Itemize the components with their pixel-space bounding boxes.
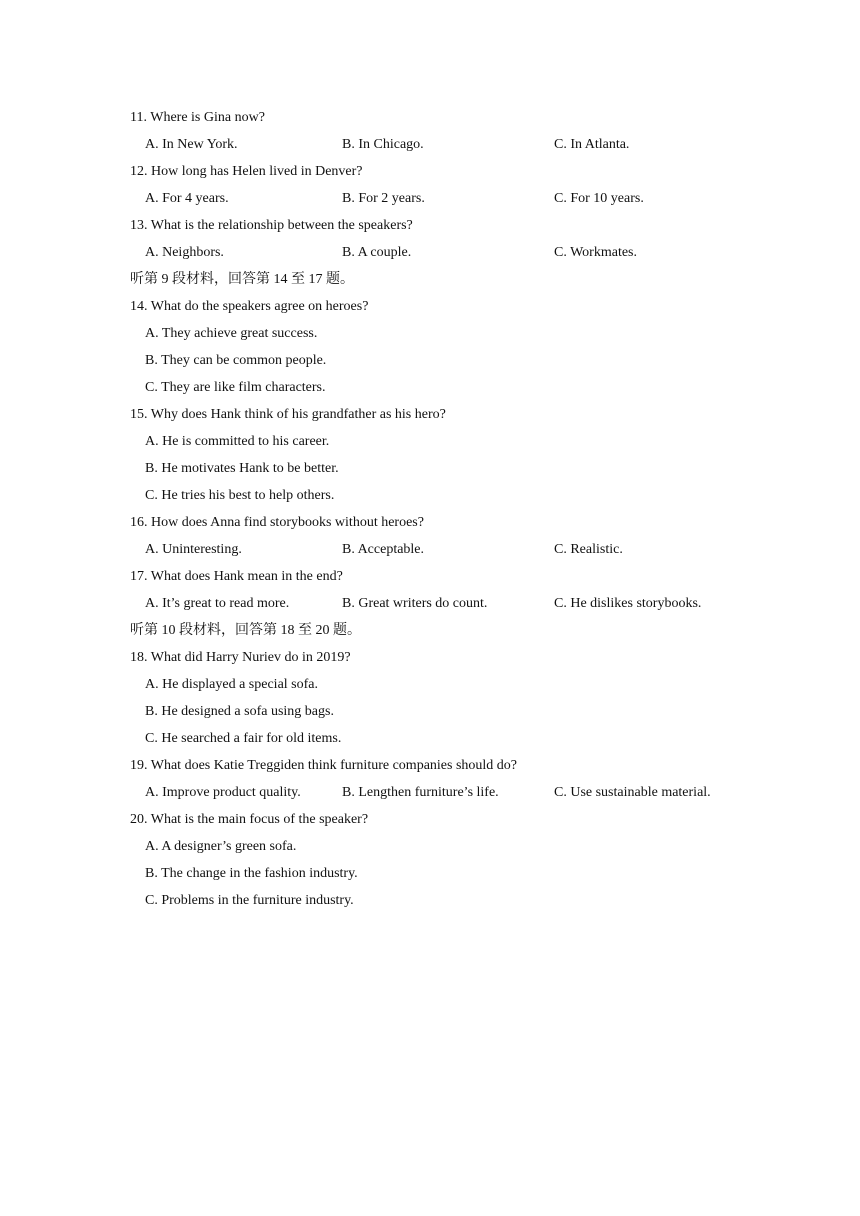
option-c: C. He searched a fair for old items. [145,731,342,746]
option-c: C. He dislikes storybooks. [554,596,702,611]
option-a: A. They achieve great success. [145,326,318,341]
option-b: B. Great writers do count. [342,596,488,611]
options-16 [130,539,770,566]
option-a: A. In New York. [145,137,238,152]
option-c: C. They are like film characters. [145,380,326,395]
option-b: B. Lengthen furniture’s life. [342,785,499,800]
option-a: A. It’s great to read more. [145,596,290,611]
question-11: 11. Where is Gina now? [130,110,265,125]
question-12: 12. How long has Helen lived in Denver? [130,164,363,179]
option-b: B. He motivates Hank to be better. [145,461,339,476]
option-a: A. Improve product quality. [145,785,301,800]
question-13: 13. What is the relationship between the speakers? [130,218,413,233]
option-c: C. Problems in the furniture industry. [145,893,354,908]
question-20: 20. What is the main focus of the speaker? [130,812,369,827]
question-15: 15. Why does Hank think of his grandfather as his hero? [130,407,446,422]
option-c: C. Workmates. [554,245,637,260]
option-a: A. He displayed a special sofa. [145,677,318,692]
option-b: B. Acceptable. [342,542,425,557]
option-c: C. In Atlanta. [554,137,630,152]
options-19 [130,782,770,809]
option-b: B. They can be common people. [145,353,327,368]
option-b: B. He designed a sofa using bags. [145,704,334,719]
option-a: A. For 4 years. [145,191,229,206]
question-19: 19. What does Katie Treggiden think furniture companies should do? [130,758,518,773]
option-c: C. Use sustainable material. [554,785,711,800]
option-a: A. A designer’s green sofa. [145,839,297,854]
question-18: 18. What did Harry Nuriev do in 2019? [130,650,351,665]
options-12 [130,188,770,215]
option-a: A. Uninteresting. [145,542,242,557]
question-17: 17. What does Hank mean in the end? [130,569,343,584]
option-c: C. He tries his best to help others. [145,488,335,503]
option-c: C. For 10 years. [554,191,644,206]
options-17 [130,593,770,620]
option-b: B. For 2 years. [342,191,425,206]
option-b: B. The change in the fashion industry. [145,866,358,881]
option-b: B. A couple. [342,245,412,260]
option-c: C. Realistic. [554,542,623,557]
option-b: B. In Chicago. [342,137,424,152]
option-a: A. Neighbors. [145,245,224,260]
question-14: 14. What do the speakers agree on heroes? [130,299,369,314]
options-13 [130,242,770,269]
question-16: 16. How does Anna find storybooks without heroes? [130,515,424,530]
section-heading-10: 听第 10 段材料，回答第 18 至 20 题。 [130,623,361,638]
option-a: A. He is committed to his career. [145,434,330,449]
options-11 [130,134,770,161]
question-list [130,107,770,917]
section-heading-9: 听第 9 段材料，回答第 14 至 17 题。 [130,272,354,287]
